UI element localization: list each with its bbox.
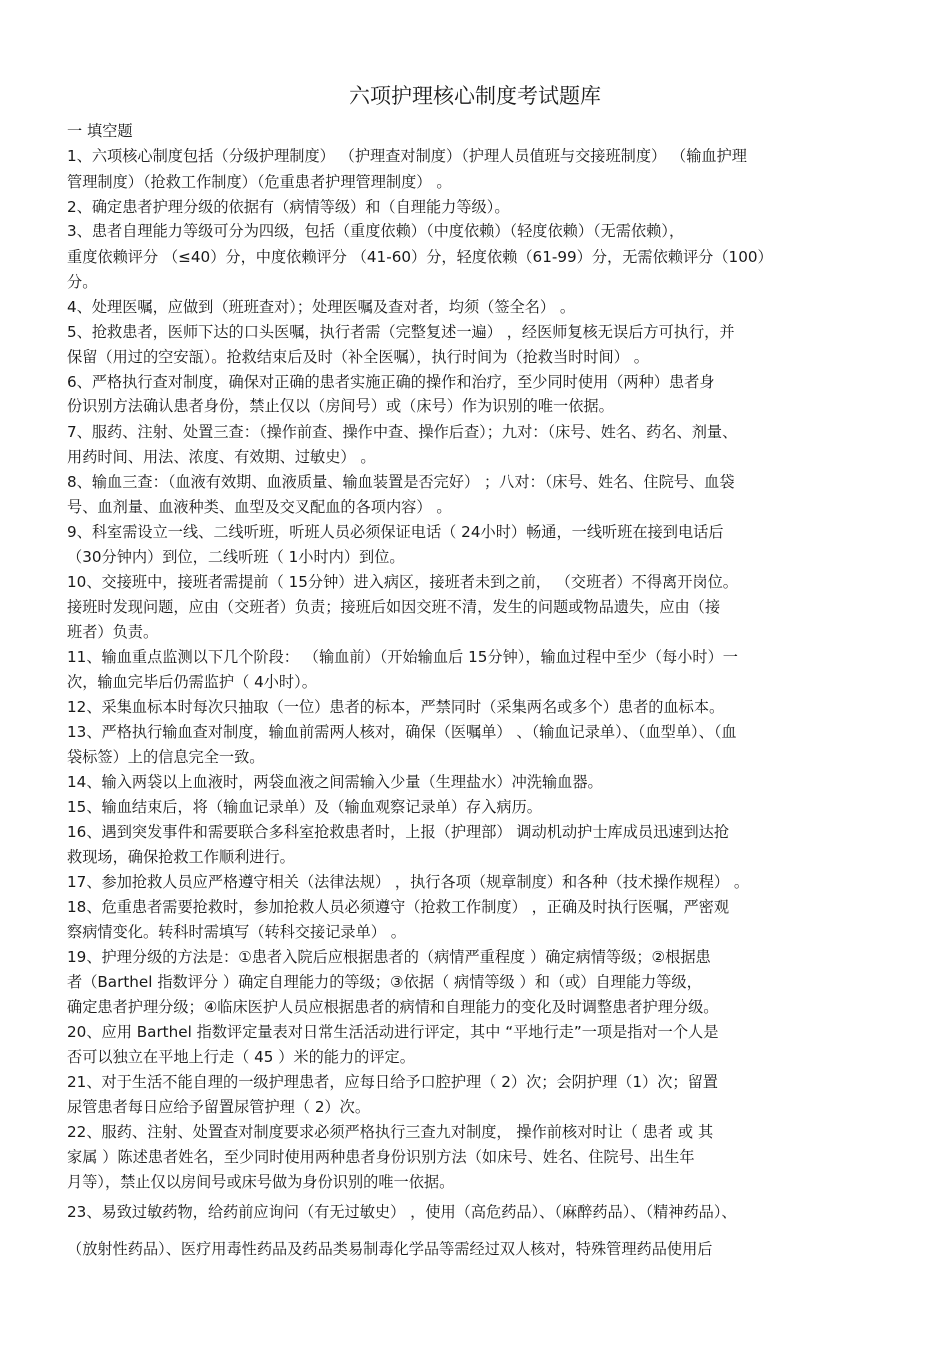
text-line: 22、服药、注射、处置查对制度要求必须严格执行三查九对制度， 操作前核对时让（ 患者 或 其	[67, 1123, 714, 1141]
text-line: （30分钟内）到位，二线听班（ 1小时内）到位。	[67, 548, 405, 566]
text-line: 21、对于生活不能自理的一级护理患者，应每日给予口腔护理（ 2）次；会阴护理（1）次；留置	[67, 1073, 718, 1091]
text-line: 19、护理分级的方法是：①患者入院后应根据患者的（病情严重程度 ）确定病情等级；②根据患	[67, 948, 711, 966]
section-heading: 一 填空题	[67, 122, 133, 140]
text-line: 分。	[67, 273, 98, 291]
text-line: 次，输血完毕后仍需监护（ 4小时）。	[67, 673, 317, 691]
text-line: 2、确定患者护理分级的依据有（病情等级）和（自理能力等级）。	[67, 198, 510, 216]
text-line: 6、严格执行查对制度，确保对正确的患者实施正确的操作和治疗，至少同时使用（两种）患者身	[67, 373, 715, 391]
text-line: 8、输血三查：（血液有效期、血液质量、输血装置是否完好） ；八对：（床号、姓名、住院号、血袋	[67, 473, 735, 491]
text-line: 重度依赖评分 （≤40）分，中度依赖评分 （41-60）分，轻度依赖（61-99）分，无需依赖评分（100）	[67, 248, 773, 266]
text-line: 袋标签）上的信息完全一致。	[67, 748, 265, 766]
text-line: 号、血剂量、血液种类、血型及交叉配血的各项内容） 。	[67, 498, 452, 516]
text-line: 9、科室需设立一线、二线听班，听班人员必须保证电话（ 24小时）畅通，一线听班在接到电话后	[67, 523, 724, 541]
text-line: 16、遇到突发事件和需要联合多科室抢救患者时，上报（护理部） 调动机动护士库成员迅速到达抢	[67, 823, 730, 841]
text-line: 11、输血重点监测以下几个阶段： （输血前）（开始输血后 15分钟），输血过程中至少（每小时）一	[67, 648, 738, 666]
text-line: 月等），禁止仅以房间号或床号做为身份识别的唯一依据。	[67, 1173, 455, 1191]
text-line: 否可以独立在平地上行走（ 45 ）米的能力的评定。	[67, 1048, 415, 1066]
text-line: 18、危重患者需要抢救时，参加抢救人员必须遵守（抢救工作制度） ，正确及时执行医嘱，严密观	[67, 898, 730, 916]
text-line: 者（Barthel 指数评分 ）确定自理能力的等级；③依据（ 病情等级 ）和（或）自理能力等级，	[67, 973, 702, 991]
text-line: （放射性药品）、医疗用毒性药品及药品类易制毒化学品等需经过双人核对，特殊管理药品使用后	[67, 1240, 713, 1258]
text-line: 尿管患者每日应给予留置尿管护理（ 2）次。	[67, 1098, 371, 1116]
text-line: 接班时发现问题，应由（交班者）负责；接班后如因交班不清，发生的问题或物品遗失，应由（接	[67, 598, 721, 616]
text-line: 23、易致过敏药物，给药前应询问（有无过敏史） ，使用（高危药品）、（麻醉药品）、（精神药品）、	[67, 1203, 737, 1221]
text-line: 20、应用 Barthel 指数评定量表对日常生活活动进行评定，其中 “平地行走”一项是指对一个人是	[67, 1023, 719, 1041]
text-line: 确定患者护理分级；④临床医护人员应根据患者的病情和自理能力的变化及时调整患者护理分级。	[67, 998, 719, 1016]
text-line: 用药时间、用法、浓度、有效期、过敏史） 。	[67, 448, 376, 466]
text-line: 17、参加抢救人员应严格遵守相关（法律法规） ，执行各项（规章制度）和各种（技术操作规程） 。	[67, 873, 750, 891]
text-line: 班者）负责。	[67, 623, 159, 641]
text-line: 12、采集血标本时每次只抽取（一位）患者的标本，严禁同时（采集两名或多个）患者的血标本。	[67, 698, 725, 716]
text-line: 5、抢救患者，医师下达的口头医嘱，执行者需（完整复述一遍） ，经医师复核无误后方可执行，并	[67, 323, 735, 341]
text-line: 察病情变化。转科时需填写（转科交接记录单） 。	[67, 923, 406, 941]
text-line: 13、严格执行输血查对制度，输血前需两人核对，确保（医嘱单） 、（输血记录单）、（血型单）、（血	[67, 723, 737, 741]
text-line: 14、输入两袋以上血液时，两袋血液之间需输入少量（生理盐水）冲洗输血器。	[67, 773, 603, 791]
text-line: 10、交接班中，接班者需提前（ 15分钟）进入病区，接班者未到之前， （交班者）不得离开岗位。	[67, 573, 738, 591]
text-line: 保留（用过的空安瓿）。抢救结束后及时（补全医嘱），执行时间为（抢救当时时间） 。	[67, 348, 649, 366]
text-line: 救现场，确保抢救工作顺利进行。	[67, 848, 295, 866]
text-line: 1、六项核心制度包括（分级护理制度） （护理查对制度）（护理人员值班与交接班制度） （输血护理	[67, 147, 747, 165]
text-line: 7、服药、注射、处置三查：（操作前查、操作中查、操作后查）；九对：（床号、姓名、药名、剂量、	[67, 423, 738, 441]
document-title: 六项护理核心制度考试题库	[349, 84, 601, 108]
text-line: 15、输血结束后，将（输血记录单）及（输血观察记录单）存入病历。	[67, 798, 542, 816]
text-line: 家属 ）陈述患者姓名，至少同时使用两种患者身份识别方法（如床号、姓名、住院号、出生年	[67, 1148, 695, 1166]
text-line: 3、患者自理能力等级可分为四级，包括（重度依赖）（中度依赖）（轻度依赖）（无需依赖），	[67, 222, 685, 240]
text-line: 管理制度）（抢救工作制度）（危重患者护理管理制度） 。	[67, 173, 452, 191]
text-line: 份识别方法确认患者身份，禁止仅以（房间号）或（床号）作为识别的唯一依据。	[67, 397, 614, 415]
text-line: 4、处理医嘱，应做到（班班查对）；处理医嘱及查对者，均须（签全名） 。	[67, 298, 576, 316]
